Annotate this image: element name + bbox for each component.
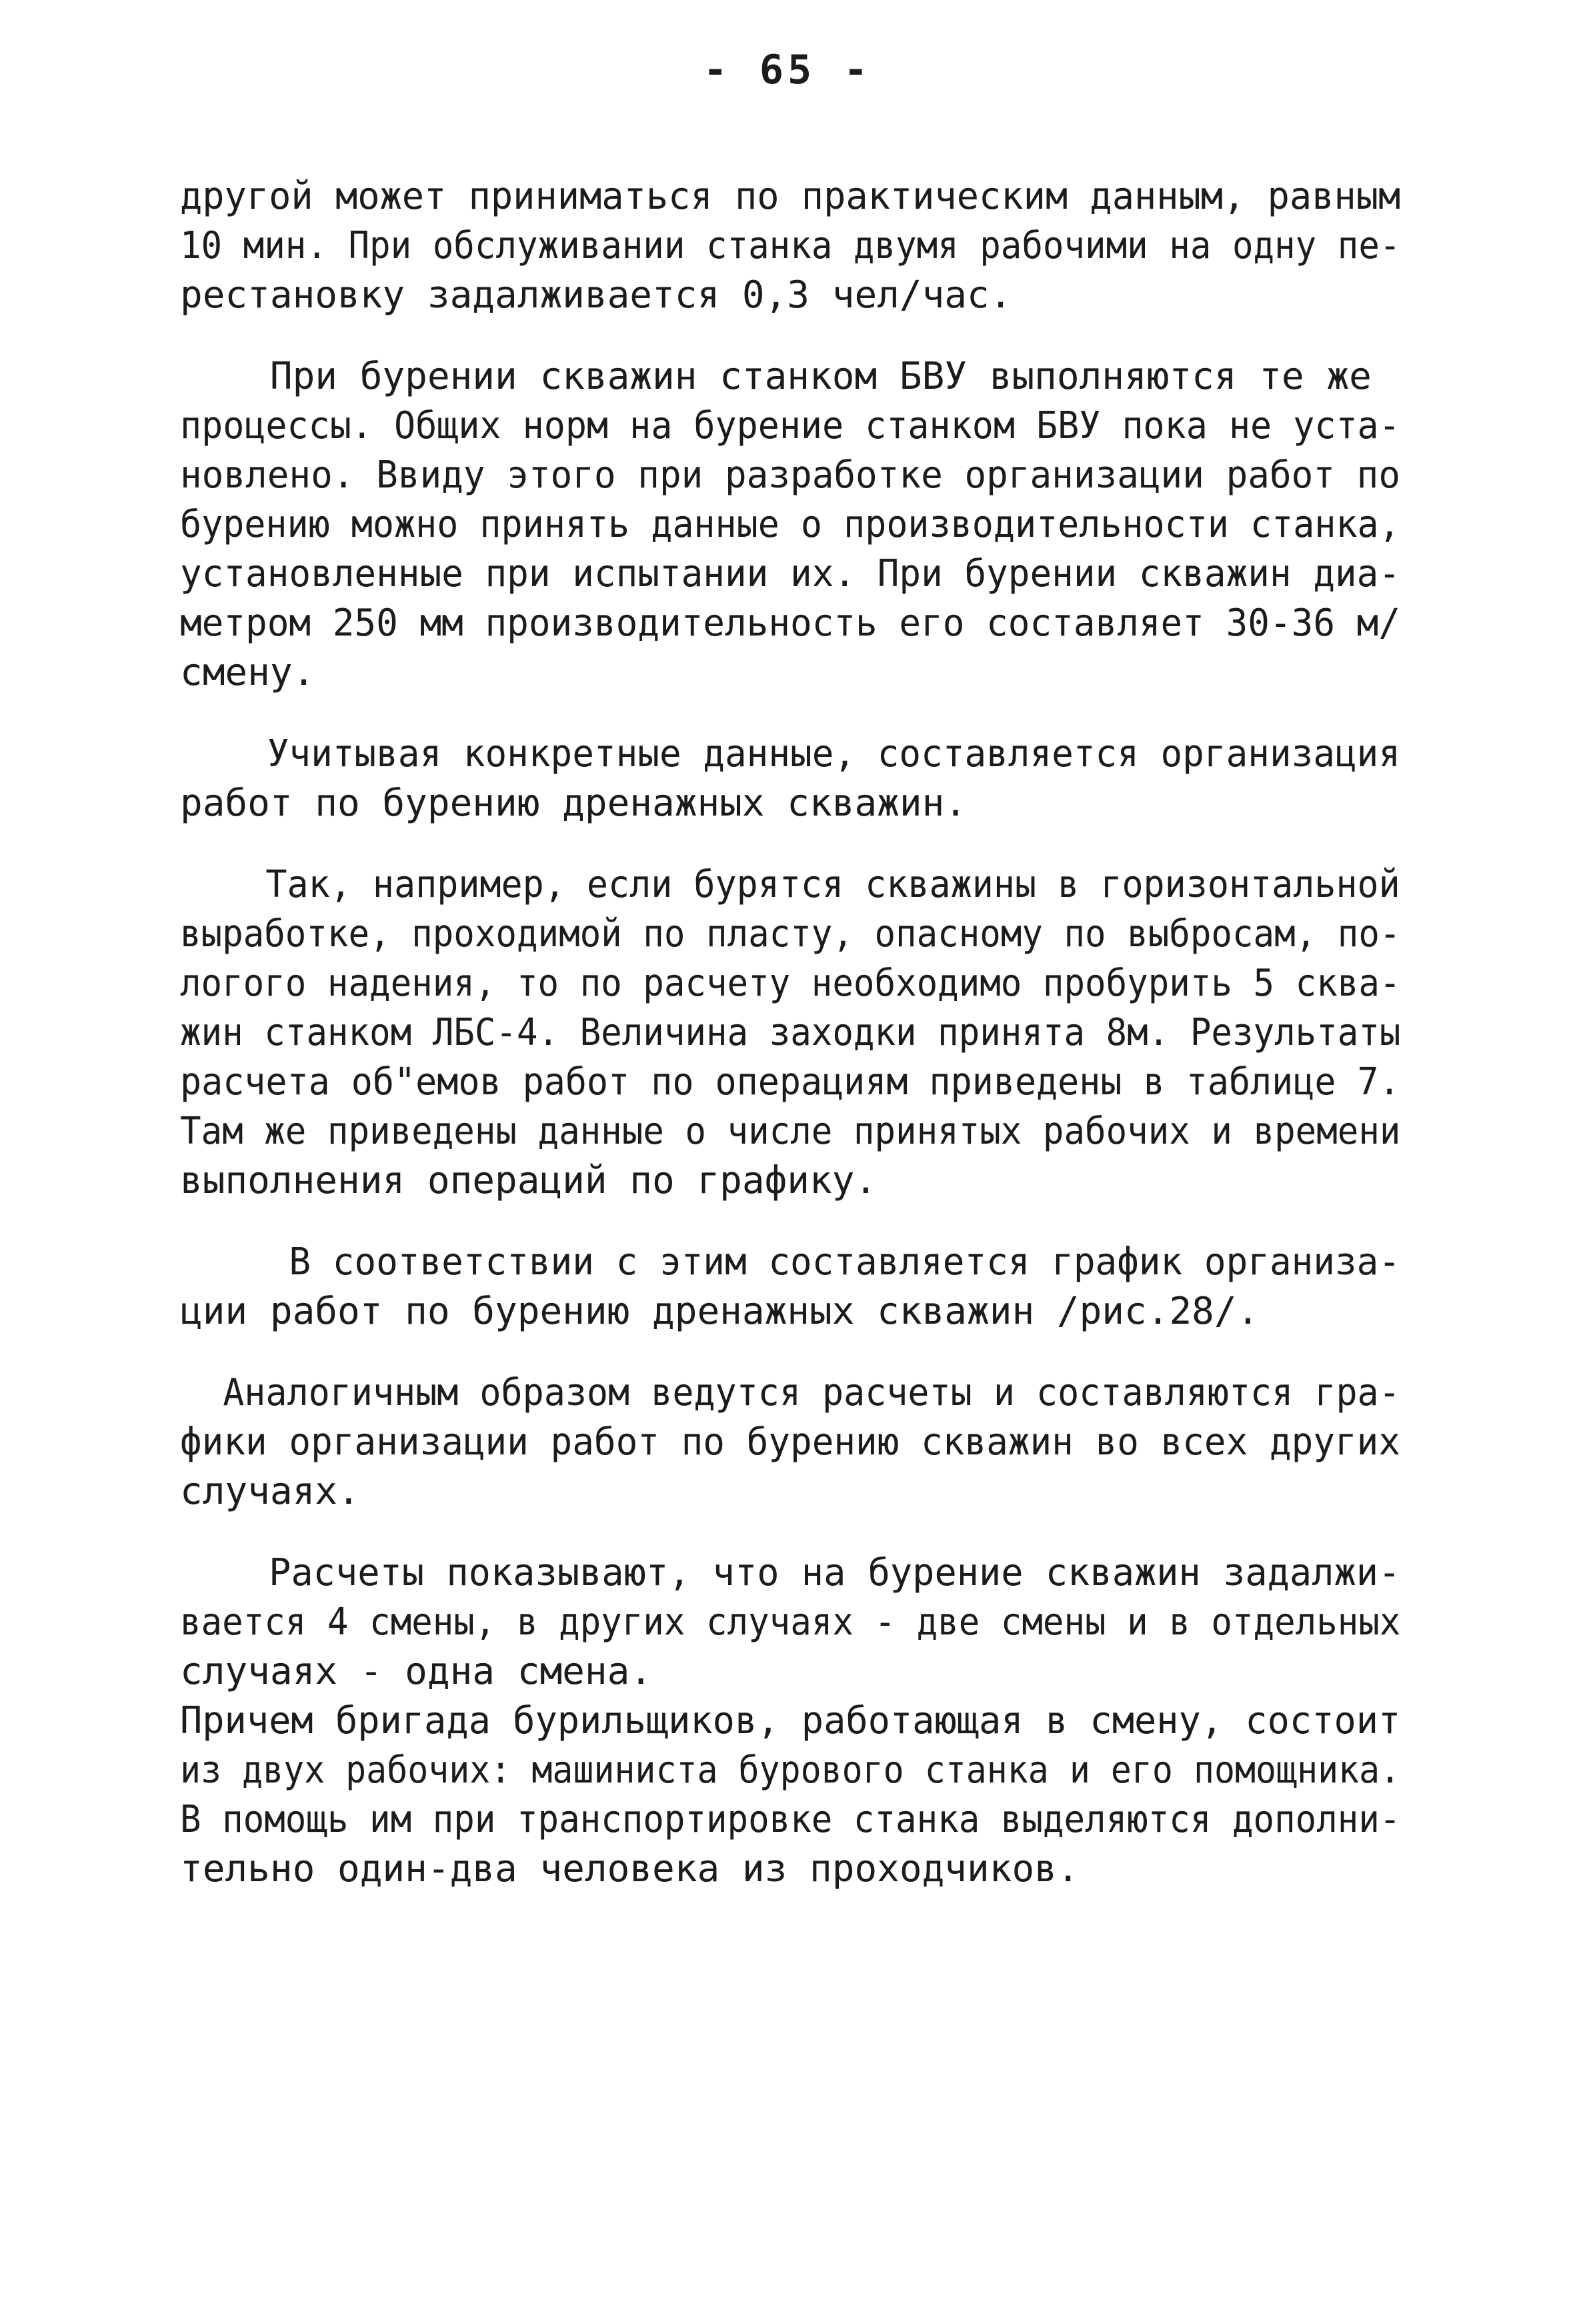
paragraph-gap [180,1206,1400,1238]
text-line: бурению можно принять данные о производительности станка, [180,503,1400,546]
text-line: новлено. Ввиду этого при разработке организации работ по [180,453,1401,497]
paragraph [180,352,1400,698]
text-line: смену. [180,651,315,694]
text-line: работ по бурению дренажных скважин. [180,782,968,825]
paragraph-gap [180,1336,1400,1368]
text-line: рестановку задалживается 0,3 чел/час. [180,273,1012,317]
text-line: Так, например, если бурятся скважины в горизонтальной [180,863,1400,906]
text-line: выполнения операций по графику. [180,1159,878,1202]
text-line: вается 4 смены, в других случаях - две смены и в отдельных [180,1600,1401,1644]
paragraph [180,1238,1400,1336]
text-line: Аналогичным образом ведутся расчеты и составляются гра- [180,1371,1400,1414]
text-line: Причем бригада бурильщиков, работающая в смену, состоит [180,1699,1401,1742]
text-line: логого надения, то по расчету необходимо пробурить 5 сква- [180,962,1401,1005]
text-line: установленные при испытании их. При бурении скважин диа- [180,552,1401,596]
paragraph [180,730,1400,828]
text-line: При бурении скважин станком БВУ выполняются те же [180,355,1372,398]
text-line: Расчеты показывают, что на бурение скважин задалжи- [180,1551,1401,1594]
paragraph [180,172,1400,320]
paragraph [180,1548,1400,1894]
text-line: фики организации работ по бурению скважин во всех других [180,1420,1401,1464]
paragraph-gap [180,698,1400,730]
text-line: из двух рабочих: машиниста бурового станка и его помощника. [180,1749,1401,1792]
text-line: тельно один-два человека из проходчиков. [180,1847,1080,1891]
document-body [180,172,1400,1894]
text-line: ции работ по бурению дренажных скважин /рис.28/. [180,1290,1260,1333]
text-line: жин станком ЛБС-4. Величина заходки принята 8м. Результаты [180,1011,1401,1054]
paragraph-gap [180,320,1400,352]
text-line: Учитывая конкретные данные, составляется организация [180,732,1401,776]
page-number: - 65 - [703,47,872,93]
text-line: случаях. [180,1470,360,1513]
text-line: Там же приведены данные о числе принятых рабочих и времени [180,1110,1401,1153]
text-line: расчета об"емов работ по операциям приведены в таблице 7. [180,1060,1400,1104]
paragraph-gap [180,1516,1400,1548]
text-line: процессы. Общих норм на бурение станком БВУ пока не уста- [180,404,1400,447]
text-line: 10 мин. При обслуживании станка двумя рабочими на одну пе- [180,224,1401,267]
paragraph [180,860,1400,1206]
text-line: В помощь им при транспортировке станка выделяются дополни- [180,1798,1401,1841]
paragraph [180,1368,1400,1516]
paragraph-gap [180,828,1400,860]
text-line: выработке, проходимой по пласту, опасному по выбросам, по- [180,912,1401,956]
text-line: случаях - одна смена. [180,1650,653,1693]
text-line: другой может приниматься по практическим данным, равным [180,175,1401,218]
text-line: метром 250 мм производительность его составляет 30-36 м/ [180,602,1401,645]
text-line: В соответствии с этим составляется график организа- [180,1240,1401,1284]
